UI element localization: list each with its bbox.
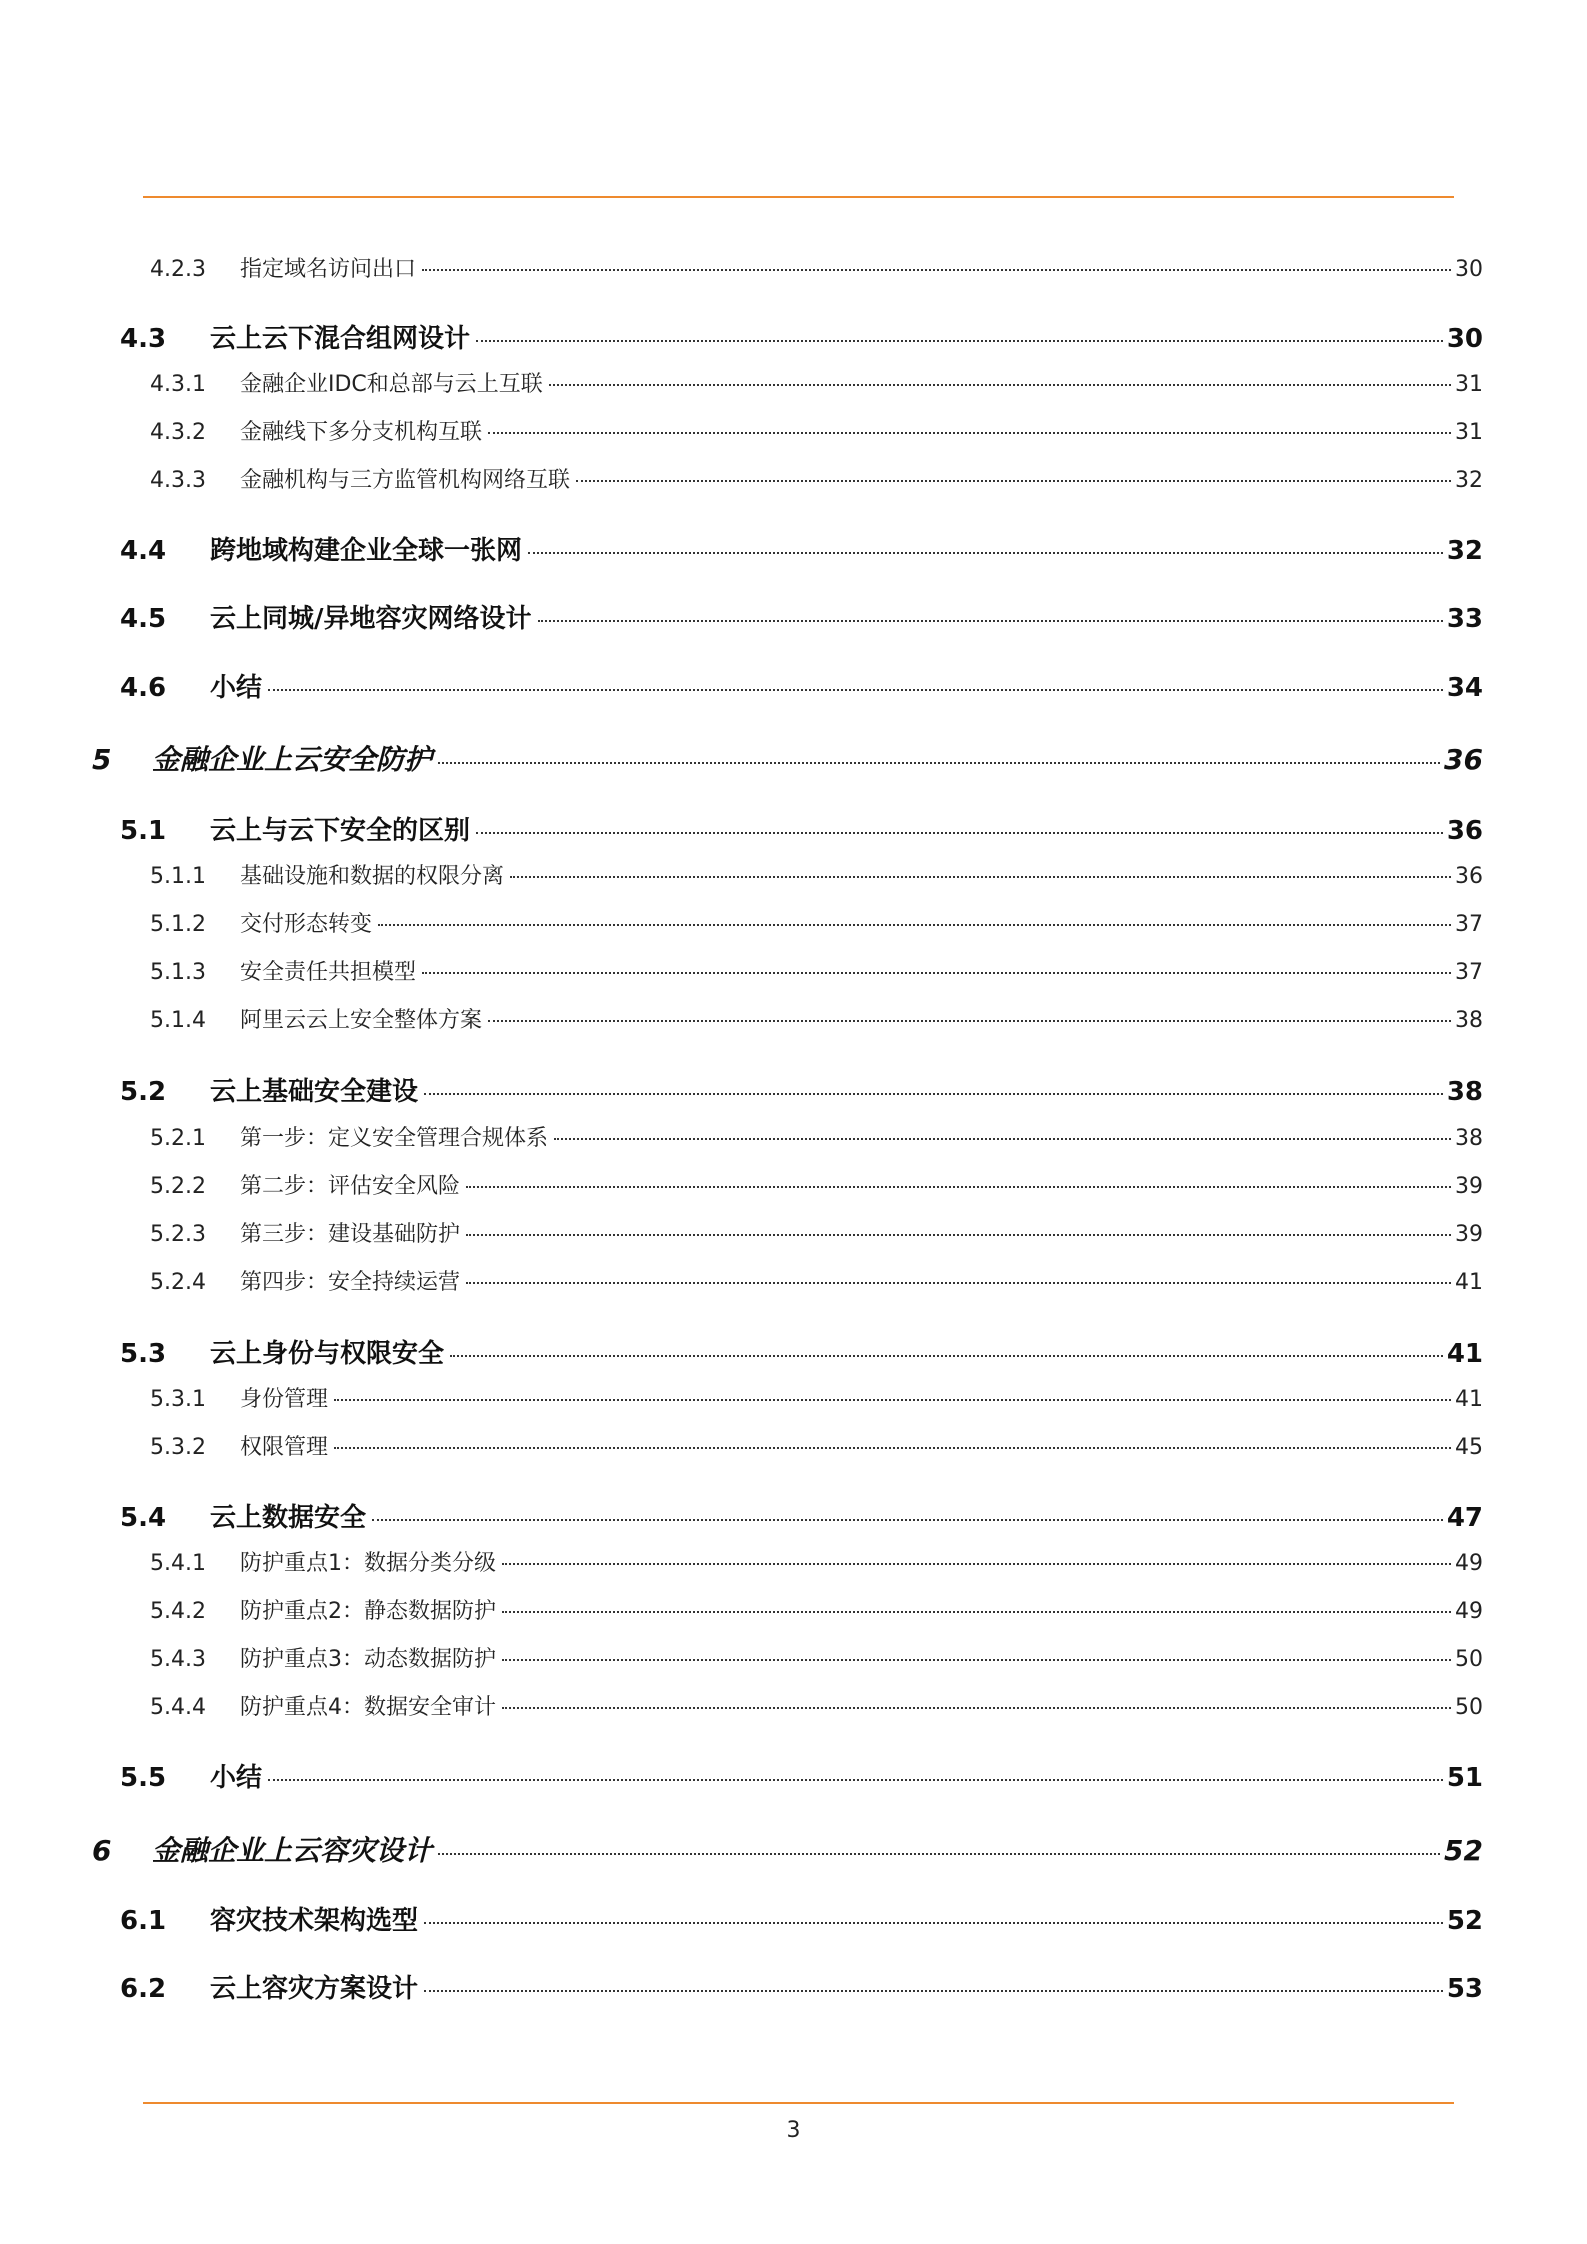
dot-leader: [422, 972, 1451, 974]
dot-leader: [476, 832, 1443, 834]
toc-entry-title: 交付形态转变: [240, 912, 373, 937]
toc-entry-number: 5.4: [120, 1503, 167, 1533]
toc-entry-page: 51: [1446, 1763, 1483, 1793]
dot-leader: [372, 1519, 1443, 1521]
toc-entry[interactable]: [0, 1642, 1587, 1673]
toc-entry-page: 52: [1444, 1834, 1483, 1867]
toc-entry-page: 38: [1455, 1008, 1483, 1033]
dot-leader: [488, 432, 1451, 434]
toc-entry[interactable]: [0, 1121, 1587, 1152]
dot-leader: [502, 1707, 1451, 1709]
toc-entry[interactable]: [0, 1265, 1587, 1296]
toc-entry-page: 38: [1455, 1126, 1483, 1151]
toc-entry-title: 第四步：安全持续运营: [240, 1270, 461, 1295]
toc-entry-page: 41: [1446, 1339, 1483, 1369]
toc-entry[interactable]: [0, 1003, 1587, 1034]
toc-entry[interactable]: [0, 667, 1587, 704]
toc-entry-page: 31: [1455, 420, 1483, 445]
toc-entry-page: 38: [1446, 1077, 1483, 1107]
toc-entry-title: 金融线下多分支机构互联: [240, 420, 483, 445]
toc-entry-page: 41: [1455, 1270, 1483, 1295]
dot-leader: [378, 924, 1451, 926]
dot-leader: [438, 762, 1440, 764]
toc-entry-number: 5.2.3: [150, 1222, 206, 1247]
dot-leader: [502, 1611, 1451, 1613]
toc-entry[interactable]: [0, 1382, 1587, 1413]
toc-entry-title: 跨地域构建企业全球一张网: [210, 536, 523, 566]
toc-entry[interactable]: [0, 859, 1587, 890]
toc-entry-number: 6.1: [120, 1906, 167, 1936]
toc-entry-number: 6: [92, 1834, 112, 1867]
dot-leader: [538, 620, 1443, 622]
toc-entry[interactable]: [0, 463, 1587, 494]
toc-entry[interactable]: [0, 907, 1587, 938]
toc-entry-title: 防护重点1：数据分类分级: [240, 1551, 496, 1576]
toc-entry-number: 5.3.1: [150, 1387, 206, 1412]
toc-entry-number: 5.4.4: [150, 1695, 206, 1720]
toc-entry[interactable]: [0, 955, 1587, 986]
toc-entry[interactable]: [0, 1430, 1587, 1461]
toc-entry-page: 50: [1455, 1695, 1483, 1720]
toc-entry-page: 39: [1455, 1174, 1483, 1199]
toc-entry-title: 小结: [210, 1763, 263, 1793]
toc-entry-title: 身份管理: [240, 1387, 329, 1412]
toc-entry[interactable]: [0, 1071, 1587, 1108]
footer-rule: [143, 2102, 1454, 2104]
toc-entry-title: 阿里云云上安全整体方案: [240, 1008, 483, 1033]
toc-entry[interactable]: [0, 367, 1587, 398]
toc-entry[interactable]: [0, 1594, 1587, 1625]
toc-entry[interactable]: [0, 1497, 1587, 1534]
toc-entry-number: 6.2: [120, 1974, 167, 2004]
dot-leader: [554, 1138, 1451, 1140]
toc-entry-number: 4.3: [120, 324, 167, 354]
dot-leader: [424, 1922, 1443, 1924]
toc-entry-number: 5: [92, 743, 112, 776]
dot-leader: [488, 1020, 1451, 1022]
toc-entry-title: 云上容灾方案设计: [210, 1974, 419, 2004]
toc-entry-number: 4.4: [120, 536, 167, 566]
toc-entry-number: 4.5: [120, 604, 167, 634]
toc-entry[interactable]: [0, 1968, 1587, 2005]
dot-leader: [466, 1234, 1451, 1236]
toc-entry-page: 39: [1455, 1222, 1483, 1247]
dot-leader: [510, 876, 1451, 878]
dot-leader: [438, 1853, 1440, 1855]
toc-entry[interactable]: [0, 1757, 1587, 1794]
toc-entry[interactable]: [0, 598, 1587, 635]
toc-entry-page: 53: [1446, 1974, 1483, 2004]
toc-entry[interactable]: [0, 252, 1587, 283]
toc-entry-number: 5.1.1: [150, 864, 206, 889]
toc-entry-title: 防护重点2：静态数据防护: [240, 1599, 496, 1624]
toc-entry-page: 30: [1446, 324, 1483, 354]
toc-entry[interactable]: [0, 415, 1587, 446]
toc-entry-page: 30: [1455, 257, 1483, 282]
dot-leader: [268, 1779, 1443, 1781]
dot-leader: [576, 480, 1451, 482]
toc-entry-page: 41: [1455, 1387, 1483, 1412]
dot-leader: [424, 1990, 1443, 1992]
toc-entry-title: 云上与云下安全的区别: [210, 816, 471, 846]
toc-entry-page: 36: [1446, 816, 1483, 846]
page-number: 3: [786, 2118, 801, 2143]
toc-entry-number: 4.3.2: [150, 420, 206, 445]
toc-entry-title: 指定域名访问出口: [240, 257, 417, 282]
toc-entry-number: 5.1.4: [150, 1008, 206, 1033]
toc-entry-number: 4.2.3: [150, 257, 206, 282]
toc-entry-title: 权限管理: [240, 1435, 329, 1460]
dot-leader: [466, 1282, 1451, 1284]
toc-entry-number: 5.4.2: [150, 1599, 206, 1624]
dot-leader: [466, 1186, 1451, 1188]
toc-entry[interactable]: [0, 530, 1587, 567]
toc-entry-page: 45: [1455, 1435, 1483, 1460]
toc-entry-title: 金融企业上云容灾设计: [152, 1834, 433, 1867]
toc-entry-title: 防护重点4：数据安全审计: [240, 1695, 496, 1720]
toc-entry-number: 5.4.3: [150, 1647, 206, 1672]
toc-entry-number: 5.3: [120, 1339, 167, 1369]
toc-entry-page: 36: [1455, 864, 1483, 889]
toc-entry-page: 49: [1455, 1599, 1483, 1624]
toc-entry-title: 安全责任共担模型: [240, 960, 417, 985]
toc-entry[interactable]: [0, 1169, 1587, 1200]
toc-entry-title: 金融企业上云安全防护: [152, 743, 433, 776]
toc-entry-title: 云上云下混合组网设计: [210, 324, 471, 354]
toc-entry-title: 金融企业IDC和总部与云上互联: [240, 372, 543, 397]
dot-leader: [422, 269, 1451, 271]
toc-entry-title: 金融机构与三方监管机构网络互联: [240, 468, 571, 493]
toc-entry[interactable]: [0, 1333, 1587, 1370]
toc-entry-page: 31: [1455, 372, 1483, 397]
dot-leader: [549, 384, 1451, 386]
toc-entry[interactable]: [0, 1217, 1587, 1248]
toc-entry-page: 47: [1446, 1503, 1483, 1533]
dot-leader: [476, 340, 1443, 342]
toc-entry-page: 32: [1455, 468, 1483, 493]
toc-entry-page: 32: [1446, 536, 1483, 566]
toc-entry-number: 5.2.2: [150, 1174, 206, 1199]
dot-leader: [424, 1093, 1443, 1095]
toc-entry-page: 52: [1446, 1906, 1483, 1936]
toc-entry-number: 4.3.3: [150, 468, 206, 493]
toc-entry-number: 5.1.3: [150, 960, 206, 985]
toc-entry-title: 防护重点3：动态数据防护: [240, 1647, 496, 1672]
toc-entry-page: 33: [1446, 604, 1483, 634]
toc-entry-title: 云上数据安全: [210, 1503, 367, 1533]
toc-entry[interactable]: [0, 1900, 1587, 1937]
dot-leader: [528, 552, 1443, 554]
toc-entry-page: 34: [1446, 673, 1483, 703]
toc-entry-page: 37: [1455, 912, 1483, 937]
dot-leader: [502, 1659, 1451, 1661]
toc-entry-title: 第一步：定义安全管理合规体系: [240, 1126, 549, 1151]
toc-entry[interactable]: [0, 738, 1587, 778]
toc-entry-number: 5.1: [120, 816, 167, 846]
toc-entry-title: 第三步：建设基础防护: [240, 1222, 461, 1247]
toc-entry-number: 5.5: [120, 1763, 167, 1793]
dot-leader: [334, 1447, 1451, 1449]
toc-entry[interactable]: [0, 1829, 1587, 1869]
toc-entry-page: 37: [1455, 960, 1483, 985]
toc-entry[interactable]: [0, 1546, 1587, 1577]
toc-entry-title: 容灾技术架构选型: [210, 1906, 419, 1936]
toc-entry[interactable]: [0, 810, 1587, 847]
toc-entry-number: 4.6: [120, 673, 167, 703]
dot-leader: [268, 689, 1443, 691]
toc-entry-number: 5.3.2: [150, 1435, 206, 1460]
toc-entry-title: 第二步：评估安全风险: [240, 1174, 461, 1199]
dot-leader: [502, 1563, 1451, 1565]
toc-entry-page: 36: [1444, 743, 1483, 776]
toc-entry-number: 5.1.2: [150, 912, 206, 937]
toc-entry[interactable]: [0, 1690, 1587, 1721]
toc-entry-number: 5.2.4: [150, 1270, 206, 1295]
toc-entry-title: 基础设施和数据的权限分离: [240, 864, 505, 889]
toc-entry-number: 4.3.1: [150, 372, 206, 397]
dot-leader: [450, 1355, 1443, 1357]
toc-entry-title: 云上身份与权限安全: [210, 1339, 445, 1369]
toc-entry-number: 5.2.1: [150, 1126, 206, 1151]
toc-entry-number: 5.2: [120, 1077, 167, 1107]
toc-entry[interactable]: [0, 318, 1587, 355]
dot-leader: [334, 1399, 1451, 1401]
toc-entry-number: 5.4.1: [150, 1551, 206, 1576]
toc-entry-page: 49: [1455, 1551, 1483, 1576]
toc-entry-title: 云上同城/异地容灾网络设计: [210, 604, 532, 634]
toc-entry-page: 50: [1455, 1647, 1483, 1672]
toc-entry-title: 小结: [210, 673, 263, 703]
toc-entry-title: 云上基础安全建设: [210, 1077, 419, 1107]
